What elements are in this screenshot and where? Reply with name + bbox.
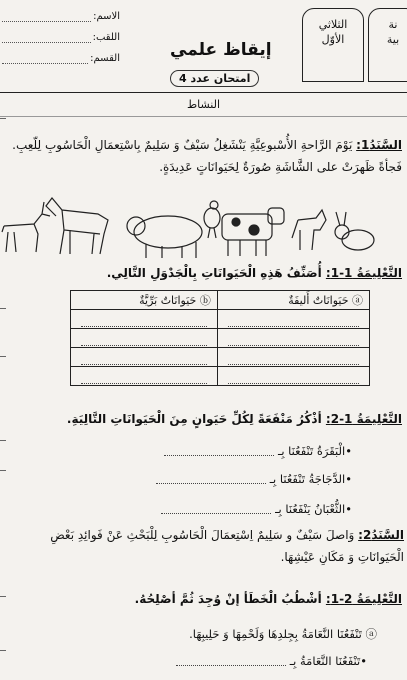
chicken-icon [204,201,220,238]
header [0,0,407,92]
ostrich-correction-text: تَنْفَعُنَا النَّعَامَةُ بِـ [289,654,361,668]
chicken-benefit-answer[interactable] [156,475,266,484]
sanad2-text: وَاصلَ سَيْفٌ و سَلِيمٌ اِسْتِعمَالَ الْحَاسُوبِ لِلْبَحْثِ عَنْ فَوائِدِ بَعْضِ الْحَيَوانَاتِ وَ مَكَانِ عَيْشِهَا. [50,528,404,564]
table-row [71,367,370,386]
name-label: الاسم: [93,11,120,22]
surname-label: اللقب: [92,32,120,43]
answer-cell[interactable] [71,367,218,386]
table-row [71,310,370,329]
ostrich-correction-answer[interactable] [176,657,286,666]
student-fields [2,6,120,69]
sanad1-text: يَوْمَ الرَّاحةِ الأُسْبوعِيَّةِ يَنْشَغِلُ سَيْفٌ وَ سَلِيمٌ بِاسْتِعمَالِ الْحَاسُوبِ لِلّعِبِ. فَجأةً ظَهرَتْ على الشَّاشَةِ صُورَةٌ لِحَيَوانَاتٍ عَدِيدَةٍ. [12,138,402,174]
list-item: • تَنْفَعُنَا النَّعَامَةُ بِـ [176,654,367,668]
cow-icon [222,208,284,256]
table-row [71,329,370,348]
cow-benefit-answer[interactable] [164,447,274,456]
sanad2 [4,524,404,568]
answer-cell[interactable] [217,310,369,329]
list-item: • الدَّجَاجَةُ تَنْفَعُنَا بِـ [156,472,352,486]
answer-cell[interactable] [217,348,369,367]
instruction-1-1 [8,262,402,284]
instruction-1-1-label: التَّعْلِيمَةُ 1-1: [325,266,402,280]
instruction-1-2-text: أذْكُرُ مَنْفَعَةً لِكُلِّ حَيَوانٍ مِنَ الْحَيَوانَاتِ التَّالِيَةِ. [66,412,326,426]
activity-title: النشاط [0,94,407,117]
rabbit-icon [335,212,374,250]
answer-cell[interactable] [217,367,369,386]
year-box: نة بية [368,8,407,82]
instruction-1-2-label: التَّعْلِيمَةُ 1-2: [325,412,402,426]
exam-badge: امتحان عدد 4 [170,70,259,87]
instruction-1-1-text: أُصَنِّفُ هَذِهِ الْحَيَوانَاتِ بِالْجَدْوَلِ التَّالِي. [106,266,326,280]
answer-cell[interactable] [71,329,218,348]
table-header-row [71,291,370,310]
name-field[interactable] [2,6,120,27]
wild-animals-header: ⓑ حَيَوانَاتٌ بَرِّيَّةٌ [71,291,218,310]
answer-cell[interactable] [71,310,218,329]
surname-field[interactable] [2,27,120,48]
sanad1 [8,134,402,178]
horse-icon [46,198,108,254]
header-divider [0,92,407,93]
antelope-icon [2,202,50,252]
snake-benefit-answer[interactable] [161,505,271,514]
list-item: • الْبَقَرَةُ تَنْفَعُنَا بِـ [164,444,352,458]
chicken-benefit-text: الدَّجَاجَةُ تَنْفَعُنَا بِـ [269,472,346,486]
domestic-animals-header: ⓐ حَيَوانَاتٌ أَليفَةٌ [217,291,369,310]
section-label: القسم: [90,53,120,64]
page-title: إيقاظ علمي [170,40,272,60]
cow-benefit-text: الْبَقَرَةُ تَنْفَعُنَا بِـ [277,444,346,458]
animals-illustration [0,190,390,260]
snake-benefit-text: الثُّعْبَانُ يَنْفَعُنَا بِـ [275,502,346,516]
table-row [71,348,370,367]
sanad2-label: السَّنَدُ2: [358,528,404,542]
wolf-icon [292,210,326,250]
answer-cell[interactable] [71,348,218,367]
instruction-2-1 [8,588,402,610]
classification-table [70,290,370,386]
list-item [189,626,377,642]
answer-cell[interactable] [217,329,369,348]
bear-icon [127,216,202,258]
section-field[interactable] [2,48,120,69]
instruction-2-1-label: التَّعْلِيمَةُ 2-1: [325,592,402,606]
term-box: الثلاثي الأوّل [302,8,364,82]
sanad1-label: السَّنَدُ1: [356,138,402,152]
list-item: • الثُّعْبَانُ يَنْفَعُنَا بِـ [161,502,352,516]
instruction-1-2 [8,408,402,430]
instruction-2-1-text: أشْطُبُ الْخَطَأ إنْ وُجِدَ ثُمَّ أصْلِحُهُ. [134,592,326,606]
ostrich-statement[interactable]: ⓐ تَنْفَعُنَا النَّعَامَةُ بِجِلدِهَا وَلَحْمِهَا وَ حَلِيبِهَا. [189,627,377,641]
